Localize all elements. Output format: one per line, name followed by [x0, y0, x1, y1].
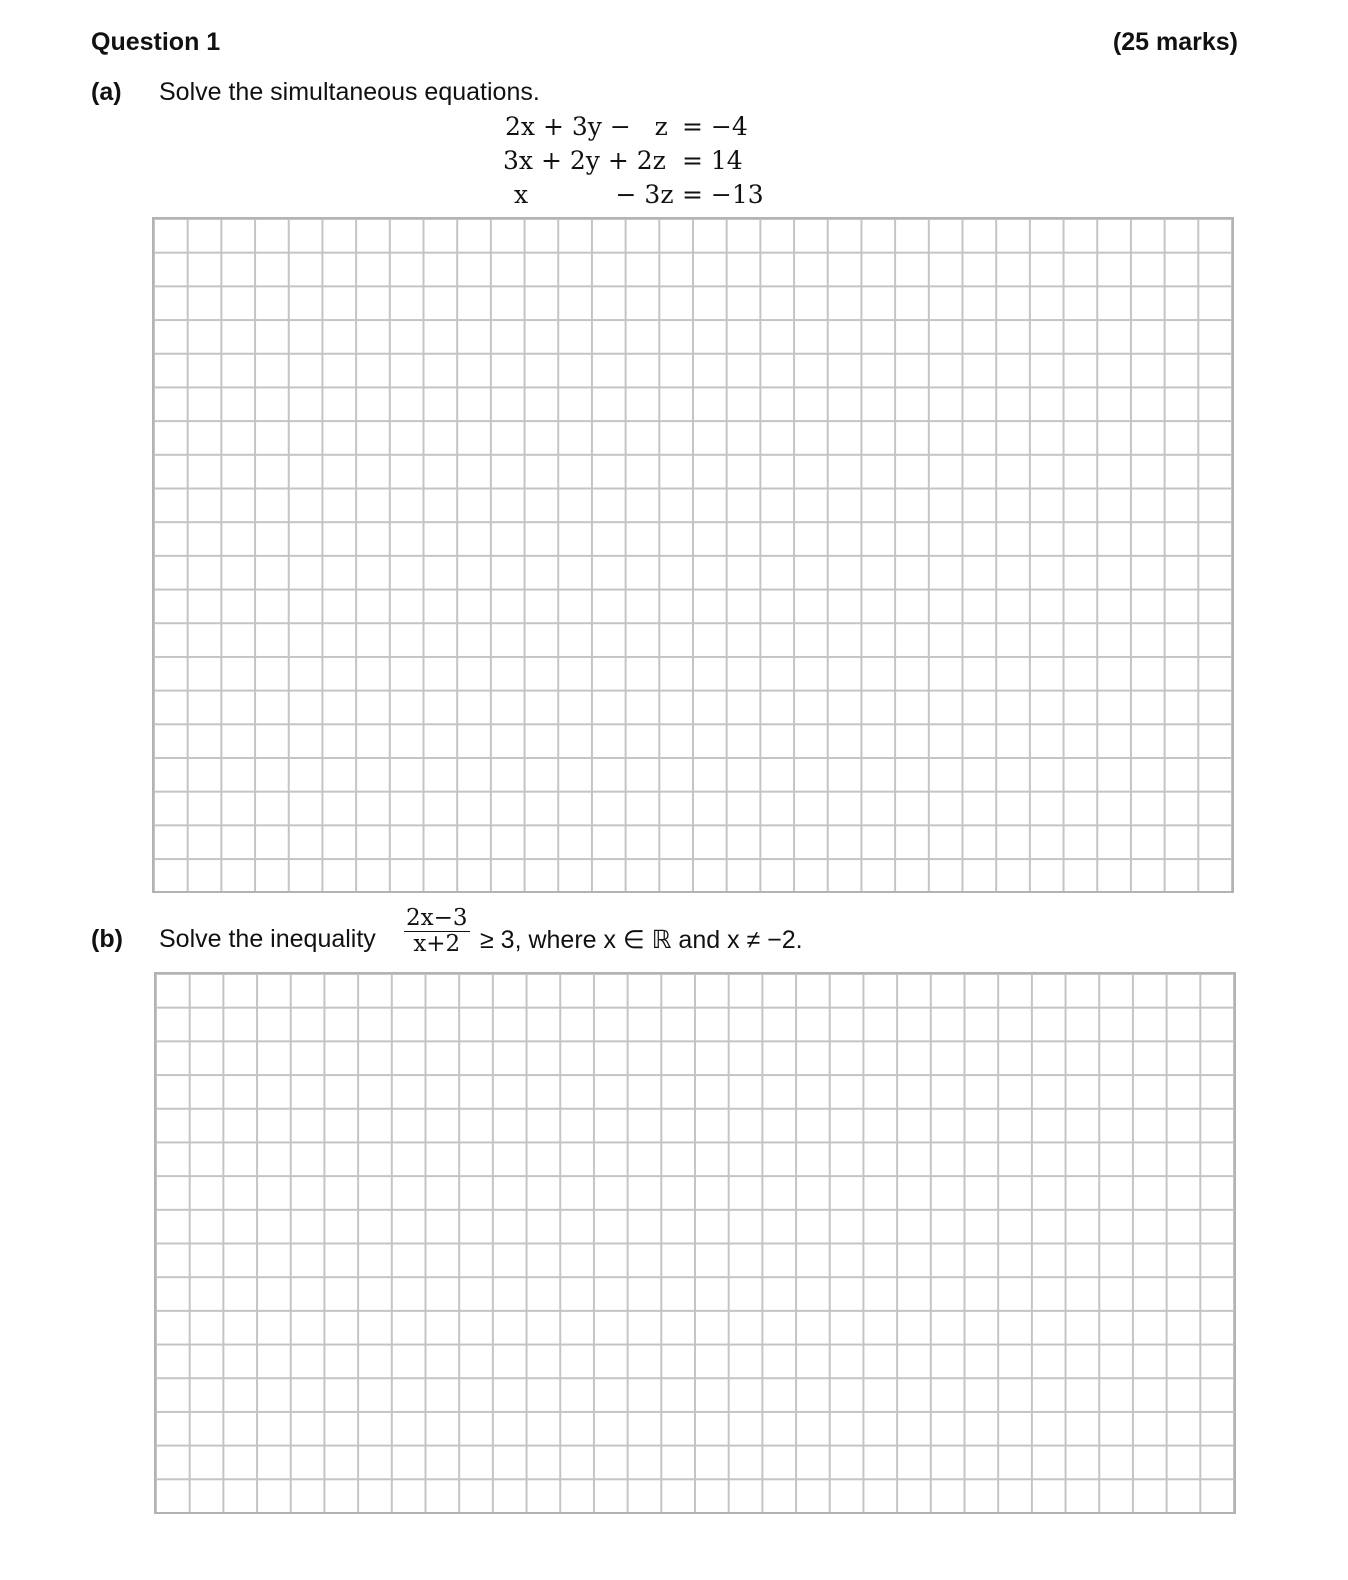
equation-3-lhs: x − 3z	[514, 180, 674, 209]
equation-2-lhs: 3x + 2y + 2z	[503, 146, 666, 175]
part-b-condition: ≥ 3, where x ∈ ℝ and x ≠ −2.	[480, 926, 803, 954]
part-b-label: (b)	[91, 925, 123, 953]
part-b-instruction: Solve the inequality	[159, 925, 376, 953]
fraction-numerator: 2x−3	[406, 905, 468, 931]
equation-2-rhs: = 14	[682, 146, 743, 175]
answer-grid-b[interactable]	[154, 972, 1236, 1514]
equation-3-rhs: = −13	[682, 180, 764, 209]
question-marks: (25 marks)	[1112, 28, 1238, 56]
part-a-label: (a)	[91, 78, 122, 106]
fraction-denominator: x+2	[413, 931, 461, 958]
answer-grid-a[interactable]	[152, 217, 1234, 893]
equation-1-lhs: 2x + 3y − z	[505, 112, 668, 141]
question-title: Question 1	[91, 28, 221, 56]
inequality-fraction	[404, 906, 470, 958]
part-a-instruction: Solve the simultaneous equations.	[159, 78, 540, 106]
equation-1-rhs: = −4	[682, 112, 748, 141]
